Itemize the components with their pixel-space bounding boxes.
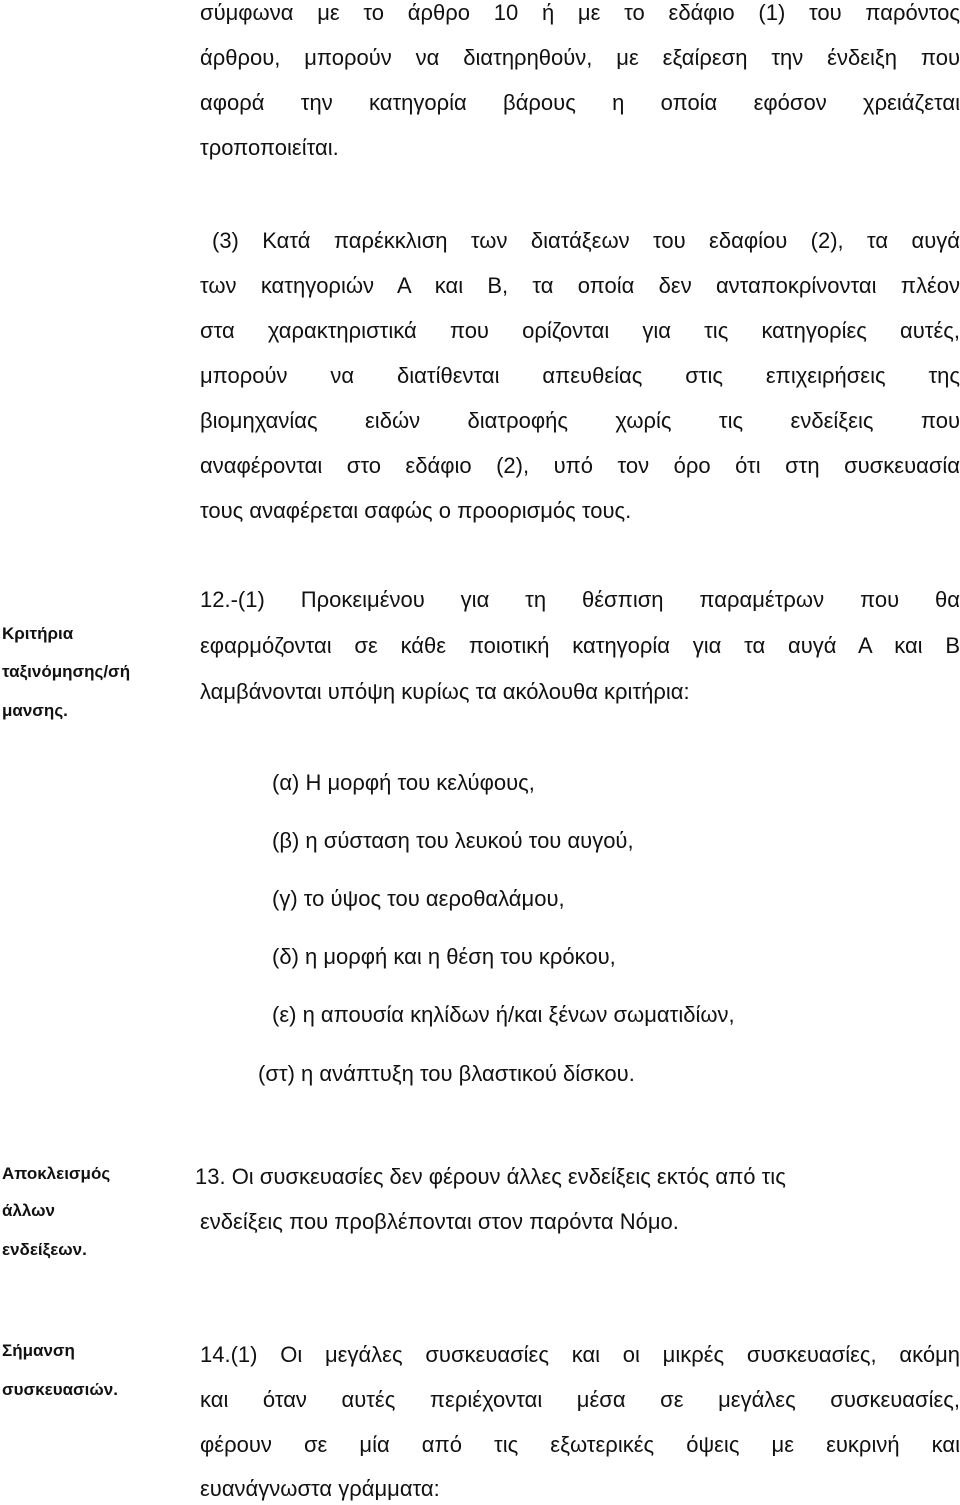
criteria-item: (ε) η απουσία κηλίδων ή/και ξένων σωματιδίων, bbox=[272, 1002, 735, 1027]
section-12-line: 12.-(1) Προκειμένου για τη θέσπιση παραμέτρων που θα bbox=[200, 587, 960, 612]
margin-heading-line: μανσης. bbox=[2, 701, 68, 720]
section-12-line: εφαρμόζονται σε κάθε ποιοτική κατηγορία για τα αυγά Α και Β bbox=[200, 633, 960, 658]
margin-heading-line: άλλων bbox=[2, 1201, 55, 1220]
margin-heading-line: συσκευασιών. bbox=[2, 1380, 118, 1399]
criteria-item: (γ) το ύψος του αεροθαλάμου, bbox=[272, 886, 565, 911]
margin-heading-line: Σήμανση bbox=[2, 1341, 75, 1360]
prev-paragraph-line: τροποποιείται. bbox=[200, 135, 339, 160]
section-13-line: ενδείξεις που προβλέπονται στον παρόντα Νόμο. bbox=[200, 1209, 679, 1234]
paragraph-3-line: βιομηχανίας ειδών διατροφής χωρίς τις ενδείξεις που bbox=[200, 408, 960, 433]
paragraph-3-line: αναφέρονται στο εδάφιο (2), υπό τον όρο ότι στη συσκευασία bbox=[200, 453, 960, 478]
prev-paragraph-line: αφορά την κατηγορία βάρους η οποία εφόσον χρειάζεται bbox=[200, 90, 960, 115]
paragraph-3-line: τους αναφέρεται σαφώς ο προορισμός τους. bbox=[200, 498, 632, 523]
paragraph-3-line: μπορούν να διατίθενται απευθείας στις επιχειρήσεις της bbox=[200, 363, 960, 388]
section-14-line: ευανάγνωστα γράμματα: bbox=[200, 1476, 440, 1501]
criteria-item: (δ) η μορφή και η θέση του κρόκου, bbox=[272, 944, 616, 969]
section-14-line: 14.(1) Οι μεγάλες συσκευασίες και οι μικρές συσκευασίες, ακόμη bbox=[200, 1342, 960, 1367]
margin-heading-line: Αποκλεισμός bbox=[2, 1164, 111, 1183]
prev-paragraph-line: σύμφωνα με το άρθρο 10 ή με το εδάφιο (1) του παρόντος bbox=[200, 0, 960, 25]
margin-heading-line: Κριτήρια bbox=[2, 624, 74, 643]
section-14-line: και όταν αυτές περιέχονται μέσα σε μεγάλες συσκευασίες, bbox=[200, 1387, 960, 1412]
prev-paragraph-line: άρθρου, μπορούν να διατηρηθούν, με εξαίρεση την ένδειξη που bbox=[200, 45, 960, 70]
margin-heading-line: ενδείξεων. bbox=[2, 1240, 87, 1259]
paragraph-3-line: στα χαρακτηριστικά που ορίζονται για τις κατηγορίες αυτές, bbox=[200, 318, 960, 343]
paragraph-3-line: των κατηγοριών Α και Β, τα οποία δεν ανταποκρίνονται πλέον bbox=[200, 273, 960, 298]
criteria-item: (στ) η ανάπτυξη του βλαστικού δίσκου. bbox=[258, 1061, 635, 1086]
criteria-item: (α) Η μορφή του κελύφους, bbox=[272, 770, 535, 795]
section-13-line: 13. Οι συσκευασίες δεν φέρουν άλλες ενδείξεις εκτός από τις bbox=[195, 1164, 786, 1189]
section-12-line: λαμβάνονται υπόψη κυρίως τα ακόλουθα κριτήρια: bbox=[200, 679, 690, 704]
criteria-item: (β) η σύσταση του λευκού του αυγού, bbox=[272, 828, 634, 853]
section-14-line: φέρουν σε μία από τις εξωτερικές όψεις με ευκρινή και bbox=[200, 1432, 960, 1457]
paragraph-3-line: (3) Κατά παρέκκλιση των διατάξεων του εδαφίου (2), τα αυγά bbox=[212, 228, 960, 253]
margin-heading-line: ταξινόμησης/σή bbox=[2, 662, 131, 681]
